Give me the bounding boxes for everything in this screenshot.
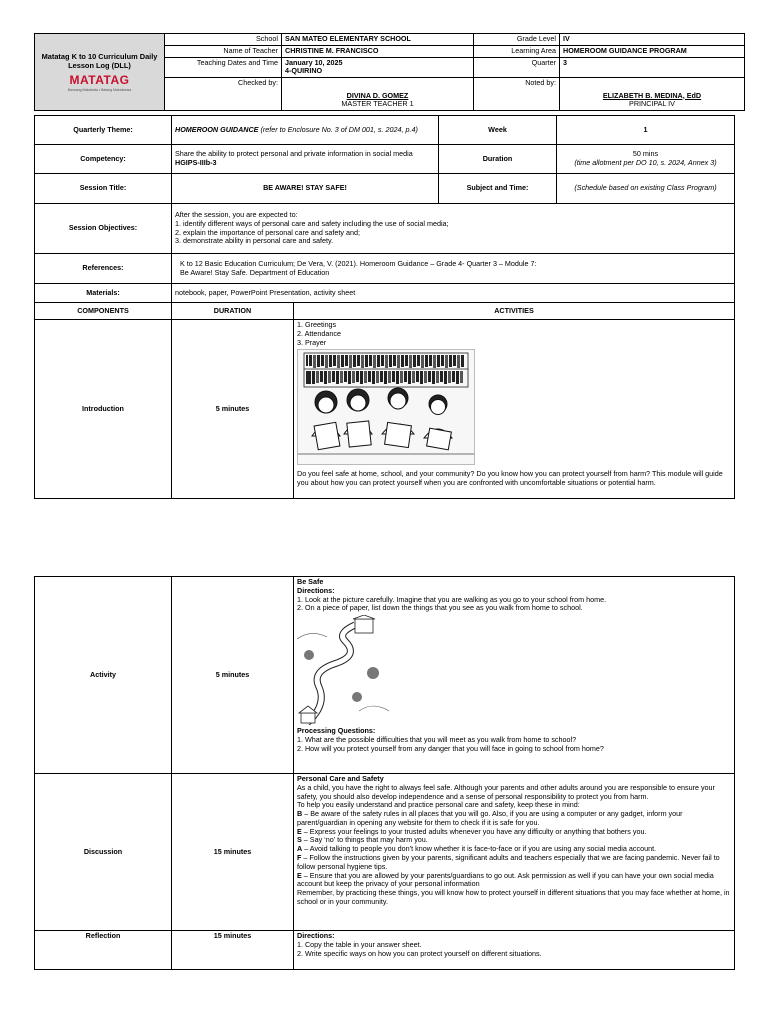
references-label: References: — [35, 254, 172, 284]
reference-item: K to 12 Basic Education Curriculum; De Vera, V. (2021). Homeroom Guidance – Grade 4- Quarter 3 – Module 7: — [180, 258, 537, 268]
book-spine — [392, 371, 395, 382]
direction-item: 1. Look at the picture carefully. Imagine that you are walking as you go to your school from home. — [297, 594, 607, 604]
processing-question: 2. How will you protect yourself from any danger that you will face in going to school from home? — [297, 743, 604, 753]
processing-label: Processing Questions: — [297, 726, 376, 736]
safety-point-text: – Ensure that you are allowed by your parents/guardians to go out. Ask permission as well if you can have your own social media account but keep the privacy of your personal information — [297, 870, 714, 889]
book-spine — [408, 371, 411, 384]
intro-activities — [294, 320, 735, 499]
intro-step: 1. Greetings — [297, 320, 337, 329]
activity-duration: 5 minutes — [172, 577, 294, 774]
safety-point-letter: F — [297, 853, 302, 863]
safety-point-text: – Avoid talking to people you don’t know whether it is face-to-face or if you are using any social media account. — [302, 844, 657, 854]
safety-point-letter: S — [297, 835, 302, 845]
book-spine — [400, 371, 403, 383]
book-spine — [333, 355, 336, 366]
book-spine — [380, 371, 383, 382]
book-spine — [381, 355, 384, 366]
quarter-value: 3 — [560, 57, 745, 78]
book-spine — [401, 355, 404, 367]
book-spine — [360, 371, 363, 384]
subject-value: (Schedule based on existing Class Program) — [557, 174, 735, 204]
safety-point-letter: A — [297, 844, 303, 854]
discussion-line: To help you easily understand and practice personal care and safety, keep these in mind: — [297, 800, 580, 810]
reading-children-picture — [297, 349, 475, 465]
discussion-title: Personal Care and Safety — [297, 774, 384, 783]
safety-point-letter: B — [297, 809, 303, 819]
intro-duration: 5 minutes — [172, 320, 294, 499]
matatag-logo-tagline: Bansang Makabata • Batang Makabansa — [67, 87, 132, 92]
book-spine — [329, 355, 332, 367]
intro-question: Do you feel safe at home, school, and your community? Do you know how you can protect yourself from harm? This module will guide you about how you can protect yourself when you are confronted with uncomfortable situations or potential harm. — [297, 469, 723, 487]
book-spine — [421, 355, 424, 368]
noted-label: Noted by: — [474, 78, 560, 111]
header-table — [34, 33, 745, 111]
safety-point — [297, 854, 731, 872]
book-spine — [348, 371, 351, 384]
objective-item: 1. identify different ways of personal care and safety including the use of social media; — [175, 218, 449, 228]
book-spine — [437, 355, 440, 367]
house — [299, 706, 317, 723]
activity-directions-label: Directions: — [297, 585, 335, 595]
safety-point-letter: E — [297, 870, 302, 880]
book-spine — [369, 355, 372, 366]
reflection-direction: 2. Write specific ways on how you can protect yourself on different situations. — [297, 948, 542, 958]
book-spine — [341, 355, 344, 367]
home-to-school-picture — [297, 615, 389, 725]
book-spine — [376, 371, 379, 383]
safety-point-letter: E — [297, 826, 302, 836]
reflection-directions-label: Directions: — [297, 931, 335, 940]
book-spine — [368, 371, 371, 382]
book-spine — [453, 355, 456, 366]
book-spine — [452, 371, 455, 382]
book-spine — [397, 355, 400, 368]
discussion-line: As a child, you have the right to always feel safe. Although your parents and other adults around you are responsible to ensure your safety, you should also develop independence and a sense of personal responsibility to protect you from harm. — [297, 782, 715, 801]
book-spine — [396, 371, 399, 384]
book-spine — [361, 355, 364, 368]
discussion-content — [294, 774, 735, 931]
book-spine — [325, 355, 328, 368]
components-header: COMPONENTS — [35, 303, 172, 320]
book-spine — [365, 355, 368, 367]
book-spine — [445, 355, 448, 368]
noted-signatory — [560, 78, 745, 111]
book-spine — [372, 371, 375, 384]
book-spine — [428, 371, 431, 382]
lesson-table-continued — [34, 576, 735, 970]
safety-point-text: – Say ‘no’ to things that may harm you. — [301, 835, 428, 845]
book-spine — [321, 355, 324, 366]
book-spine — [306, 371, 311, 384]
safety-point-text: – Be aware of the safety rules in all places that you will go. Also, if you are using a computer or any gadget, inform your parent/guardian in opening any website for them to check if it is safe for you. — [297, 809, 683, 827]
book-spine — [461, 355, 464, 367]
book-spine — [444, 371, 447, 384]
book-spine — [424, 371, 427, 383]
book-spine — [357, 355, 360, 366]
intro-steps — [297, 321, 731, 347]
book-spine — [413, 355, 416, 367]
book-spine — [345, 355, 348, 366]
activities-header: ACTIVITIES — [294, 303, 735, 320]
book-spine — [320, 371, 323, 382]
book-spine — [377, 355, 380, 367]
book-spine — [364, 371, 367, 383]
book-spine — [356, 371, 359, 382]
direction-item: 2. On a piece of paper, list down the things that you see as you walk from home to school. — [297, 603, 583, 613]
activity-label: Activity — [35, 577, 172, 774]
lesson-table — [34, 115, 735, 499]
noted-title: PRINCIPAL IV — [629, 99, 675, 109]
book-spine — [457, 355, 460, 368]
book-spine — [441, 355, 444, 366]
reflection-content — [294, 931, 735, 970]
week-value: 1 — [557, 116, 735, 145]
reference-item: Be Aware! Stay Safe. Department of Education — [180, 267, 330, 277]
book-spine — [324, 371, 327, 384]
discussion-duration: 15 minutes — [172, 774, 294, 931]
book-spine — [306, 355, 308, 366]
safety-point-text: – Express your feelings to your trusted adults whenever you have any difficulty or anything that bothers you. — [301, 826, 647, 836]
duration-value-cell — [557, 145, 735, 174]
theme-note: (refer to Enclosure No. 3 of DM 001, s. 2024, p.4) — [258, 124, 418, 134]
dates-value: January 10, 2025 — [285, 57, 343, 67]
references-list — [172, 254, 735, 284]
competency-code: HGIPS-IIIb-3 — [175, 158, 217, 167]
activity-title: Be Safe — [297, 577, 324, 586]
section-value: 4-QUIRINO — [285, 66, 323, 76]
grade-label: Grade Level — [474, 34, 560, 46]
processing-question: 1. What are the possible difficulties that you will meet as you walk from home to school? — [297, 734, 577, 744]
school-value: SAN MATEO ELEMENTARY SCHOOL — [282, 34, 474, 46]
book-spine — [440, 371, 443, 382]
book-spine — [404, 371, 407, 382]
objective-item: After the session, you are expected to: — [175, 209, 298, 219]
intro-step: 2. Attendance — [297, 328, 341, 338]
book-spine — [456, 371, 459, 384]
duration-header: DURATION — [172, 303, 294, 320]
competency-value — [172, 145, 439, 174]
duration-note: (time allotment per DO 10, s. 2024, Annex 3) — [574, 158, 717, 167]
book-spine — [393, 355, 396, 366]
school-building — [353, 615, 375, 633]
reflection-label: Reflection — [35, 931, 172, 970]
book-spine — [448, 371, 451, 383]
materials-value: notebook, paper, PowerPoint Presentation, activity sheet — [172, 284, 735, 303]
book-spine — [344, 371, 347, 382]
dates-cell — [282, 57, 474, 78]
book-spine — [313, 355, 316, 368]
book-spine — [412, 371, 415, 383]
book-spine — [388, 371, 391, 383]
theme-value — [172, 116, 439, 145]
book-spine — [336, 371, 339, 384]
book-spine — [429, 355, 432, 366]
book-spine — [436, 371, 439, 383]
book-spine — [416, 371, 419, 382]
book-spine — [425, 355, 428, 367]
book-spine — [433, 355, 436, 368]
quarter-label: Quarter — [474, 57, 560, 78]
book-spine — [332, 371, 335, 382]
checked-name: DIVINA D. GOMEZ — [346, 90, 409, 100]
book-spine — [340, 371, 343, 383]
theme-bold: HOMEROON GUIDANCE — [175, 124, 259, 134]
book-spine — [328, 371, 331, 383]
activity-directions — [297, 596, 731, 614]
area-label: Learning Area — [474, 45, 560, 57]
session-title-label: Session Title: — [35, 174, 172, 204]
intro-label: Introduction — [35, 320, 172, 499]
reflection-directions — [297, 941, 731, 959]
objective-item: 3. demonstrate ability in personal care and safety. — [175, 236, 334, 246]
session-title-value: BE AWARE! STAY SAFE! — [172, 174, 439, 204]
book-spine — [309, 355, 312, 366]
discussion-closing: Remember, by practicing these things, you will know how to protect yourself in different situations that you may face whether at home, in school or in your community. — [297, 888, 730, 906]
materials-label: Materials: — [35, 284, 172, 303]
book-spine — [460, 371, 463, 383]
noted-name: ELIZABETH B. MEDINA, EdD — [602, 90, 702, 100]
safety-point — [297, 810, 731, 828]
grade-value: IV — [560, 34, 745, 46]
book-spine — [373, 355, 376, 368]
discussion-intro — [297, 784, 731, 810]
theme-label: Quarterly Theme: — [35, 116, 172, 145]
processing-questions — [297, 736, 731, 754]
checked-title: MASTER TEACHER 1 — [341, 99, 414, 109]
intro-step: 3. Prayer — [297, 337, 327, 347]
school-label: School — [165, 34, 282, 46]
activity-content — [294, 577, 735, 774]
dates-label: Teaching Dates and Time — [165, 57, 282, 78]
book-spine — [312, 371, 315, 384]
week-label: Week — [439, 116, 557, 145]
book-spine — [417, 355, 420, 366]
discussion-label: Discussion — [35, 774, 172, 931]
dll-title: Matatag K to 10 Curriculum Daily Lesson Log (DLL) — [41, 52, 158, 71]
book-spine — [352, 371, 355, 383]
objective-item: 2. explain the importance of personal care and safety and; — [175, 227, 360, 237]
reflection-duration: 15 minutes — [172, 931, 294, 970]
safety-point-text: – Follow the instructions given by your parents, significant adults and teachers especially that we are facing pandemic. Never fail to follow personal hygiene tips. — [297, 853, 720, 871]
book-spine — [432, 371, 435, 384]
objectives-list — [172, 204, 735, 254]
teacher-label: Name of Teacher — [165, 45, 282, 57]
discussion-points — [297, 810, 731, 889]
duration-value: 50 mins — [632, 149, 659, 159]
book-spine — [420, 371, 423, 384]
book-spine — [353, 355, 356, 367]
teacher-value: CHRISTINE M. FRANCISCO — [282, 45, 474, 57]
book-spine — [384, 371, 387, 384]
reflection-direction: 1. Copy the table in your answer sheet. — [297, 939, 422, 949]
book-spine — [317, 355, 320, 367]
checked-label: Checked by: — [165, 78, 282, 111]
book-spine — [337, 355, 340, 368]
book-spine — [385, 355, 388, 368]
area-value: HOMEROOM GUIDANCE PROGRAM — [560, 45, 745, 57]
safety-point — [297, 872, 731, 890]
checked-signatory — [282, 78, 474, 111]
competency-label: Competency: — [35, 145, 172, 174]
book-spine — [409, 355, 412, 368]
objectives-label: Session Objectives: — [35, 204, 172, 254]
book-spine — [405, 355, 408, 366]
book-spine — [389, 355, 392, 367]
book-spine — [449, 355, 452, 367]
subject-label: Subject and Time: — [439, 174, 557, 204]
book-spine — [349, 355, 352, 368]
book-spine — [316, 371, 319, 383]
duration-label: Duration — [439, 145, 557, 174]
matatag-logo: MATATAG — [69, 72, 130, 87]
dll-logo-cell — [35, 34, 165, 111]
competency-text: Share the ability to protect personal and private information in social media — [175, 149, 413, 159]
